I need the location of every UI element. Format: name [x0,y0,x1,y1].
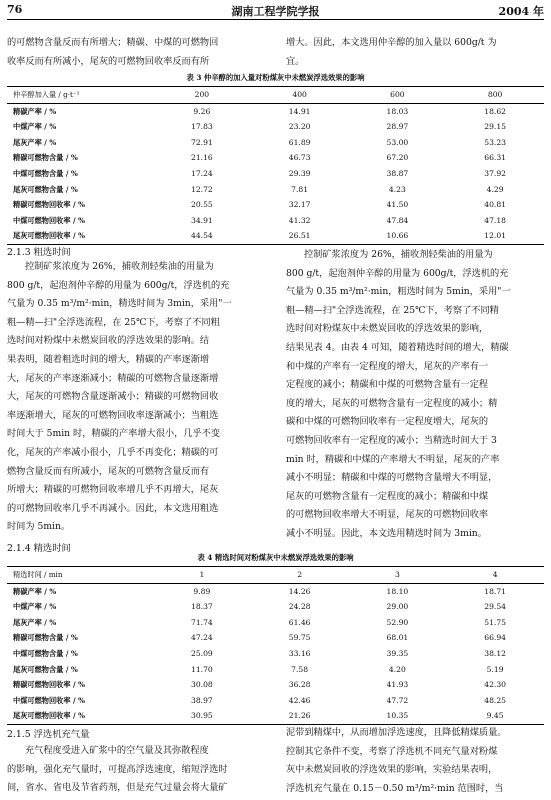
row-label: 尾灰可燃物含量 / % [13,664,78,674]
table-cell: 66.94 [484,633,506,643]
table-cell: 5.19 [486,664,504,674]
table-cell: 47.18 [484,215,506,225]
table-cell: 11.70 [191,664,213,674]
text-line: 灰中未燃炭回收的浮选效果的影响，实验结果表明， [286,764,498,776]
table-cell: 4.23 [388,184,406,194]
table-cell: 32.17 [288,200,311,210]
row-label: 尾灰可燃物含量 / % [13,184,78,194]
table-row [7,119,544,135]
text-line: 选时间对粉煤中未燃炭回收的浮选效果的影响。结 [7,335,210,347]
text-line: 率逐渐增大，尾灰的可燃物回收率逐渐减小；当粗选 [7,409,219,421]
header-cell: 200 [153,87,251,104]
header-cell: 精选时间 / min [7,567,153,584]
row-label: 中煤可燃物含量 / % [13,648,78,658]
table-row [7,228,544,244]
table-row [7,630,544,646]
table-cell: 51.75 [484,617,506,627]
text-line: 的可燃物含量反而有所增大；精碳、中煤的可燃物回 [7,37,219,48]
text-line: 化，尾灰的产率减小很小，几乎不再变化；精碳的可 [7,446,219,458]
text-line: 时间为 5min。 [7,521,71,533]
table-cell: 37.92 [484,168,506,178]
aeration-right-paragraph [286,724,544,798]
table-cell: 9.89 [193,586,211,596]
text-line: 结果见表 4。由表 4 可知，随着精选时间的增大，精碳 [286,341,509,353]
text-line: 时间大于 5min 时，精碳的产率增大很小，几乎不变 [7,428,221,440]
table-cell: 10.66 [349,228,447,244]
text-line: 气量为 0.35 m³/m²·min，粗选时间为 5min，采用"一 [286,286,511,298]
table-cell: 72.91 [191,137,213,147]
text-line: 大，尾灰的产率逐渐减小；精碳的可燃物含量逐渐增 [7,372,219,384]
table-row [7,599,544,615]
row-label: 中煤产率 / % [13,122,57,132]
top-right-paragraph [286,34,544,71]
text-line: 粗—精—扫"全浮选流程，在 25℃下，考察了不同粗 [7,316,220,328]
table-cell: 25.09 [191,648,213,658]
table-cell: 47.72 [386,695,409,705]
table-cell: 68.01 [386,633,409,643]
journal-title: 湖南工程学院学报 [231,5,320,18]
table-cell: 29.39 [288,168,311,178]
table-cell: 38.97 [191,695,213,705]
text-line: 的可燃物回收率增大不明显，尾灰的可燃物回收率 [286,509,489,521]
table-cell: 38.12 [484,648,506,658]
table-cell: 9.26 [193,106,211,116]
text-line: 和中煤的产率有一定程度的增大，尾灰的产率有一 [286,360,489,372]
text-line: 选时间对粉煤灰中未燃炭回收的浮选效果的影响， [286,323,489,335]
table-cell: 21.26 [251,708,349,724]
text-line: 气量为 0.35 m³/m²·min，精选时间为 3min，采用"一 [7,298,232,310]
row-label: 尾灰产率 / % [13,137,57,147]
text-line: 间，省水、省电及节省药剂，但是充气过量会将大量矿 [7,782,228,794]
text-line: 控制矿浆浓度为 26%，捕收剂轻柴油的用量为 [25,261,214,272]
table-row [7,615,544,631]
header-rule [7,19,544,20]
header-cell: 4 [446,567,544,584]
table-cell: 29.00 [386,602,409,612]
row-label: 精碳产率 / % [13,586,57,596]
table-cell: 66.31 [484,153,506,163]
row-label: 中煤可燃物含量 / % [13,168,78,178]
table-cell: 53.00 [386,137,409,147]
row-label: 精碳可燃物含量 / % [13,633,78,643]
table-header-row [7,567,544,584]
row-label: 精碳产率 / % [13,106,57,116]
table-cell: 24.28 [288,602,311,612]
text-line: 定程度的减小；精碳和中煤的可燃物含量有一定程 [286,379,489,391]
header-cell: 600 [349,87,447,104]
table-row [7,213,544,229]
table-cell: 21.16 [191,153,213,163]
table-cell: 4.20 [388,664,406,674]
row-label: 中煤产率 / % [13,602,57,612]
table-row [7,197,544,213]
table-cell: 38.87 [386,168,409,178]
section-2-1-3-heading: 2.1.3 粗选时间 [7,247,71,258]
text-line: 宜。 [286,55,305,67]
table-cell: 34.91 [191,215,213,225]
table-cell: 30.08 [191,680,213,690]
section-2-1-4-heading: 2.1.4 精选时间 [7,543,71,554]
table-row [7,662,544,678]
row-label: 中煤可燃物回收率 / % [13,215,85,225]
table-row [7,166,544,182]
table-cell: 47.24 [191,633,213,643]
table-cell: 12.01 [446,228,544,244]
table-cell: 33.16 [288,648,311,658]
table-cell: 44.54 [153,228,251,244]
table-cell: 47.84 [386,215,409,225]
table-row [7,708,544,724]
text-line: 燃物含量反而有所减小，尾灰的可燃物含量反而有 [7,465,210,477]
text-line: 可燃物回收率有一定程度的减小；当精选时间大于 3 [286,434,497,446]
table-row [7,583,544,599]
table-cell: 42.30 [484,680,506,690]
text-line: 减小不明显。因此，本文选用精选时间为 3min。 [286,527,487,539]
table-cell: 61.46 [288,617,311,627]
text-line: 尾灰的可燃物含量有一定程度的减小；精碳和中煤 [286,490,489,502]
header-cell: 2 [251,567,349,584]
table-row [7,646,544,662]
table-cell: 4.29 [486,184,504,194]
table-row [7,135,544,151]
table-cell: 71.74 [191,617,213,627]
row-label: 尾灰可燃物回收率 / % [7,708,153,724]
table-cell: 26.51 [251,228,349,244]
table-cell: 7.58 [291,664,309,674]
table-cell: 41.50 [386,200,409,210]
row-label: 尾灰产率 / % [13,617,57,627]
row-label: 精碳可燃物回收率 / % [13,200,85,210]
table-cell: 23.20 [288,122,311,132]
table-cell: 14.26 [288,586,311,596]
text-line: 度的增大，尾灰的可燃物含量有一定程度的减小；精 [286,397,498,409]
table-row [7,103,544,119]
table-row [7,150,544,166]
table-cell: 36.28 [288,680,311,690]
table-cell: 18.62 [484,106,506,116]
aeration-left-paragraph [7,742,273,798]
text-line: 果表明，随着粗选时间的增大，精碳的产率逐渐增 [7,353,210,365]
section-2-1-5-heading: 2.1.5 浮选机充气量 [7,729,90,740]
table-cell: 20.55 [191,200,213,210]
table-3-caption: 表 3 仲辛醇的加入量对粉煤灰中未燃炭浮选效果的影响 [186,73,365,82]
table-cell: 41.32 [288,215,311,225]
table-cell: 18.03 [386,106,409,116]
text-line: 充气程度受进入矿浆中的空气量及其弥散程度 [25,745,209,756]
table-row [7,693,544,709]
top-left-paragraph [7,34,273,71]
row-label: 中煤可燃物回收率 / % [13,695,85,705]
table-4-caption: 表 4 精选时间对粉煤灰中未燃炭浮选效果的影响 [197,553,354,562]
table-3 [7,86,544,245]
header-cell: 400 [251,87,349,104]
table-header-row [7,87,544,104]
table-cell: 30.95 [153,708,251,724]
text-line: 控制矿浆浓度为 26%，捕收剂轻柴油的用量为 [304,249,493,260]
text-line: 控制其它条件不变，考察了浮选机不同充气量对粉煤 [286,745,498,757]
table-cell: 48.25 [484,695,506,705]
row-label: 精碳可燃物回收率 / % [13,680,85,690]
table-cell: 12.72 [191,184,213,194]
text-line: 的影响，强化充气量时，可提高浮选速度，缩短浮选时 [7,763,228,775]
text-line: min 时，精碳和中煤的产率增大不明显，尾灰的产率 [286,453,500,465]
text-line: 收率反而有所减小，尾灰的可燃物回收率反而有所 [7,55,210,67]
table-cell: 29.15 [484,122,506,132]
table-cell: 18.71 [484,586,506,596]
row-label: 精碳可燃物含量 / % [13,153,78,163]
table-cell: 53.23 [484,137,506,147]
journal-year: 2004 年 [498,5,544,18]
text-line: 所增大；精碳的可燃物回收率增几乎不再增大，尾灰 [7,484,219,496]
header-cell: 3 [349,567,447,584]
text-line: 碳和中煤的可燃物回收率有一定程度增大，尾灰的 [286,416,489,428]
table-cell: 40.81 [484,200,506,210]
table-cell: 18.10 [386,586,409,596]
table-cell: 59.75 [288,633,311,643]
table-cell: 41.93 [386,680,409,690]
fine-time-paragraph [286,246,544,544]
table-cell: 14.91 [288,106,311,116]
text-line: 粗—精—扫"全浮选流程，在 25℃下，考察了不同精 [286,304,499,316]
table-row [7,677,544,693]
page-number: 76 [7,3,23,16]
table-cell: 29.54 [484,602,506,612]
table-cell: 17.83 [191,122,213,132]
table-cell: 52.90 [386,617,409,627]
table-cell: 28.97 [386,122,409,132]
text-line: 浮选机充气量在 0.15－0.50 m³/m²·min 范围时，当 [286,782,504,794]
text-line: 的可燃物回收率几乎不再减小。因此，本文选用粗选 [7,502,219,514]
table-cell: 17.24 [191,168,213,178]
text-line: 800 g/t，起泡剂仲辛醇的用量为 600g/t，浮选机的充 [7,279,230,291]
table-cell: 42.46 [288,695,311,705]
table-4 [7,566,544,725]
table-cell: 67.20 [386,153,409,163]
table-cell: 61.89 [288,137,311,147]
header-cell: 1 [153,567,251,584]
table-cell: 10.35 [349,708,447,724]
table-cell: 7.81 [291,184,309,194]
running-header [7,3,544,19]
table-row [7,182,544,198]
row-label: 尾灰可燃物回收率 / % [7,228,153,244]
header-cell: 仲辛醇加入量 / g·t⁻¹ [7,87,153,104]
table-cell: 18.37 [191,602,213,612]
table-cell: 39.35 [386,648,409,658]
text-line: 增大。因此，本文选用仲辛醇的加入量以 600g/t 为 [286,37,497,48]
text-line: 800 g/t，起泡剂仲辛醇的用量为 600g/t，浮选机的充 [286,267,509,279]
text-line: 减小不明显；精碳和中煤的可燃物含量增大不明显， [286,472,498,484]
text-line: 大，尾灰的可燃物含量逐渐减小；精碳的可燃物回收 [7,391,219,403]
coarse-time-paragraph [7,258,273,537]
table-cell: 9.45 [446,708,544,724]
text-line: 泥带到精煤中，从而增加浮选速度，且降低精煤质量。 [286,727,507,738]
header-cell: 800 [446,87,544,104]
table-cell: 46.73 [288,153,311,163]
